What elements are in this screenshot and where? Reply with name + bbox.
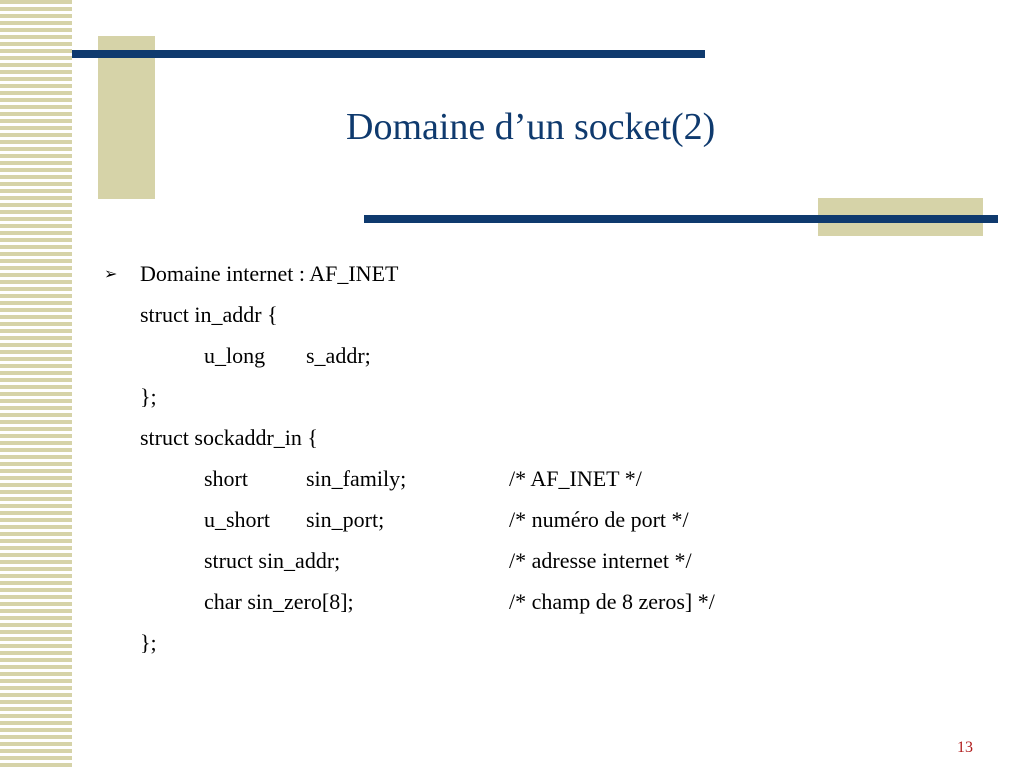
code-field-comment: /* champ de 8 zeros] */: [509, 589, 715, 614]
code-field-name: sin_family;: [306, 466, 407, 491]
code-field-name: sin_port;: [306, 507, 385, 532]
code-field-type: u_long: [204, 343, 266, 368]
code-field-type: u_short: [204, 507, 270, 532]
top-rule: [72, 50, 705, 58]
code-line: [104, 622, 984, 663]
code-in-addr-close: };: [140, 384, 157, 409]
code-field-comment: /* numéro de port */: [509, 507, 689, 532]
code-line: [104, 417, 984, 458]
arrow-bullet-icon: ➢: [104, 264, 118, 283]
code-field-type: short: [204, 466, 248, 491]
code-line: [104, 294, 984, 335]
code-sockaddr-open: struct sockaddr_in {: [140, 425, 318, 450]
code-field-decl: char sin_zero[8];: [204, 589, 354, 614]
left-stripes-decoration: [0, 0, 72, 768]
code-in-addr-open: struct in_addr {: [140, 302, 278, 327]
code-field-name: s_addr;: [306, 343, 371, 368]
bullet-line: [104, 253, 984, 294]
code-field-comment: /* adresse internet */: [509, 548, 692, 573]
page-number: 13: [957, 739, 973, 756]
code-line: [104, 499, 984, 540]
slide-title: Domaine d’un socket(2): [346, 106, 716, 148]
code-field-decl: struct sin_addr;: [204, 548, 341, 573]
bullet-text: Domaine internet : AF_INET: [140, 261, 399, 286]
khaki-block-top: [98, 36, 155, 199]
code-line: [104, 376, 984, 417]
code-line: [104, 458, 984, 499]
code-line: [104, 581, 984, 622]
code-sockaddr-close: };: [140, 630, 157, 655]
code-field-comment: /* AF_INET */: [509, 466, 642, 491]
code-line: [104, 540, 984, 581]
code-line: [104, 335, 984, 376]
slide-body: [104, 253, 984, 663]
title-underline-rule: [364, 215, 998, 223]
